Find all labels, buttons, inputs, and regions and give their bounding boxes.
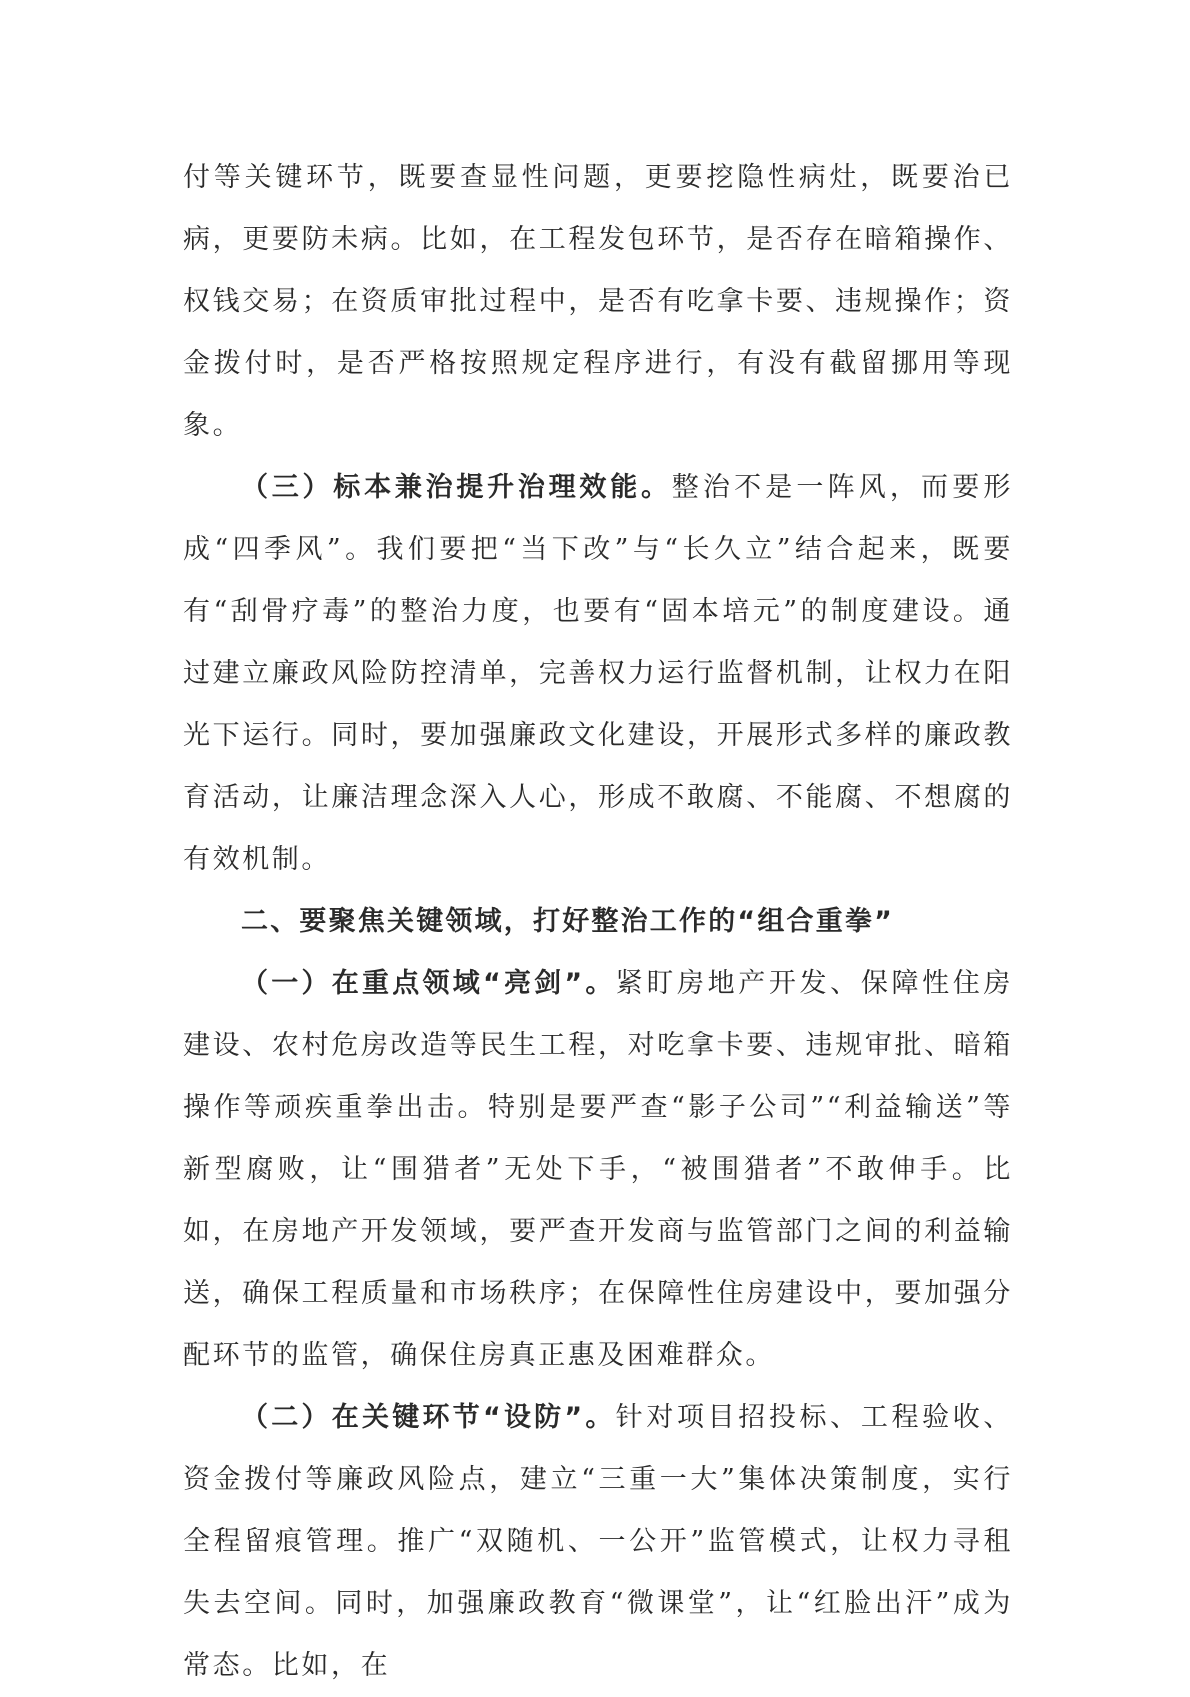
paragraph-text: 付等关键环节，既要查显性问题，更要挖隐性病灶，既要治已病，更要防未病。比如，在工程发包环节，是否存在暗箱操作、权钱交易；在资质审批过程中，是否有吃拿卡要、违规操作；资金拨付时，是否严格按照规定程序进行，有没有截留挪用等现象。 xyxy=(183,162,1013,441)
paragraph-subsection-1 xyxy=(183,953,1013,1387)
paragraph-text: 针对项目招投标、工程验收、资金拨付等廉政风险点，建立“三重一大”集体决策制度，实行全程留痕管理。推广“双随机、一公开”监管模式，让权力寻租失去空间。同时，加强廉政教育“微课堂”，让“红脸出汗”成为常态。比如，在 xyxy=(183,1402,1013,1681)
document-body xyxy=(183,147,1013,1697)
paragraph-text: 整治不是一阵风，而要形成“四季风”。我们要把“当下改”与“长久立”结合起来，既要有“刮骨疗毒”的整治力度，也要有“固本培元”的制度建设。通过建立廉政风险防控清单，完善权力运行监督机制，让权力在阳光下运行。同时，要加强廉政文化建设，开展形式多样的廉政教育活动，让廉洁理念深入人心，形成不敢腐、不能腐、不想腐的有效机制。 xyxy=(183,472,1013,875)
paragraph-subsection-2 xyxy=(183,1387,1013,1697)
paragraph-continuation xyxy=(183,147,1013,457)
paragraph-section-3 xyxy=(183,457,1013,891)
paragraph-lead: （一）在重点领域“亮剑”。 xyxy=(241,968,616,999)
section-heading-2: 二、要聚焦关键领域，打好整治工作的“组合重拳” xyxy=(241,906,895,937)
paragraph-lead: （二）在关键环节“设防”。 xyxy=(241,1402,616,1433)
paragraph-lead: （三）标本兼治提升治理效能。 xyxy=(241,472,672,503)
paragraph-text: 紧盯房地产开发、保障性住房建设、农村危房改造等民生工程，对吃拿卡要、违规审批、暗箱操作等顽疾重拳出击。特别是要严查“影子公司”“利益输送”等新型腐败，让“围猎者”无处下手，“被围猎者”不敢伸手。比如，在房地产开发领域，要严查开发商与监管部门之间的利益输送，确保工程质量和市场秩序；在保障性住房建设中，要加强分配环节的监管，确保住房真正惠及困难群众。 xyxy=(183,968,1013,1371)
